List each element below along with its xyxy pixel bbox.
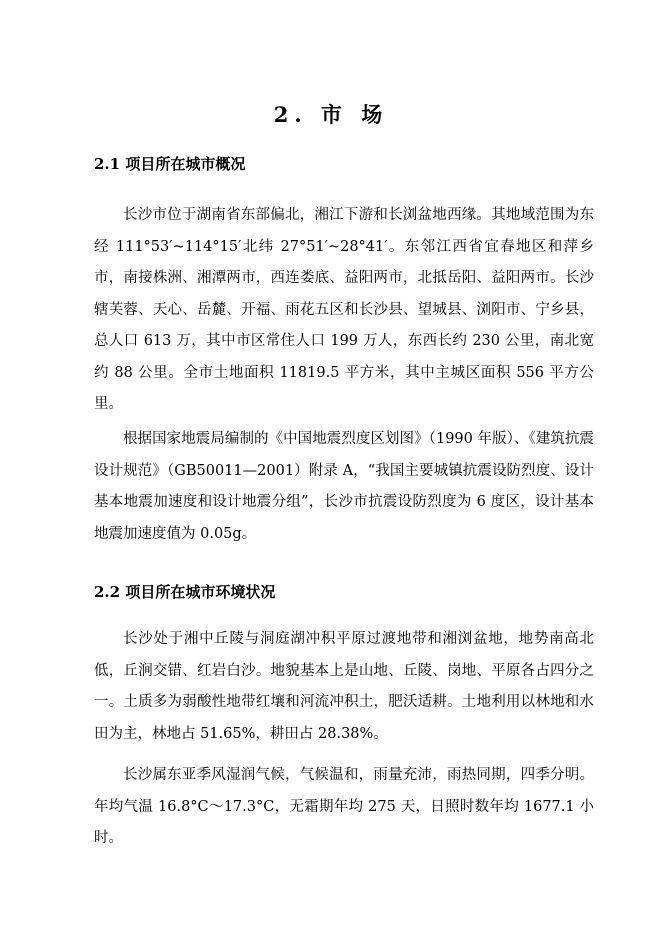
paragraph-seismic-info: 根据国家地震局编制的《中国地震烈度区划图》（1990 年版）、《建筑抗震设计规范》（GB50011—2001）附录 A，“我国主要城镇抗震设防烈度、设计基本地震加速度和设计地震分组”，长沙市抗震设防烈度为 6 度区，设计基本地震加速度值为 0.05g。 (94, 431, 594, 542)
paragraph-city-overview: 长沙市位于湖南省东部偏北，湘江下游和长浏盆地西缘。其地域范围为东经 111°53′~114°15′北纬 27°51′~28°41′。东邻江西省宜春地区和萍乡市，南接株洲、湘潭两市，西连娄底、益阳两市，北抵岳阳、益阳两市。长沙辖芙蓉、天心、岳麓、开福、雨花五区和长沙县、望城县、浏阳市、宁乡县，总人口 613 万，其中市区常住人口 199 万人，东西长约 230 公里，南北宽约 88 公里。全市土地面积 11819.5 平方米，其中主城区面积 556 平方公里。 (94, 207, 594, 412)
paragraph-terrain: 长沙处于湘中丘陵与洞庭湖冲积平原过渡地带和湘浏盆地，地势南高北低，丘涧交错、红岩白沙。地貌基本上是山地、丘陵、岗地、平原各占四分之一。土质多为弱酸性地带红壤和河流冲积土，肥沃适耕。土地利用以林地和水田为主，林地占 51.65%，耕田占 28.38%。 (94, 631, 594, 742)
paragraph-climate: 长沙属东亚季风湿润气候，气候温和，雨量充沛，雨热同期，四季分明。年均气温 16.8°C～17.3°C，无霜期年均 275 天，日照时数年均 1677.1 小时。 (94, 767, 594, 846)
chapter-title: 2. 市 场 (273, 102, 389, 127)
section-heading-2-2: 2.2 项目所在城市环境状况 (94, 583, 276, 601)
section-heading-2-1: 2.1 项目所在城市概况 (94, 155, 246, 173)
